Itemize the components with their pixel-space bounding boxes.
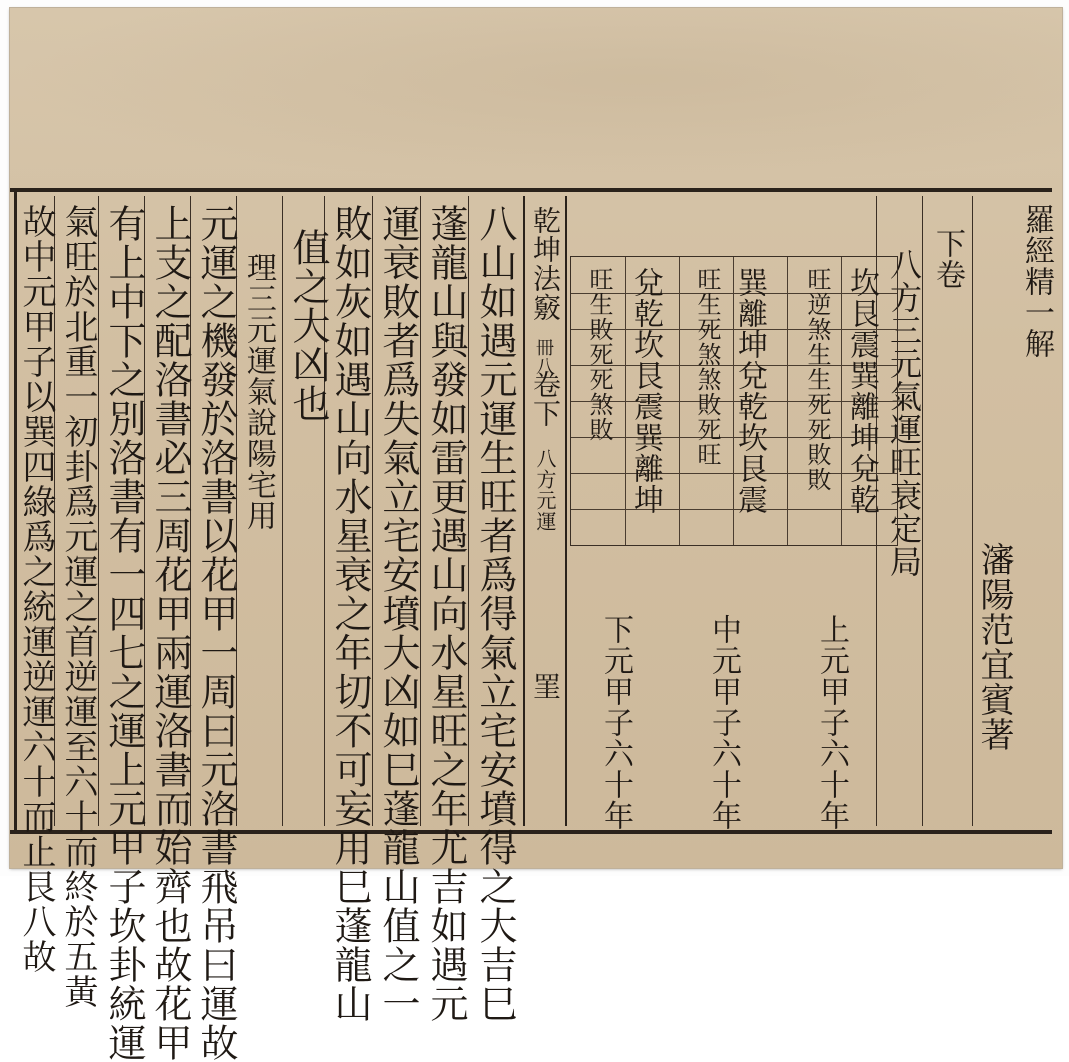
upper-yuan-fortune: 旺逆煞生生死死敗敗 — [803, 267, 831, 492]
middle-yuan-era: 中元甲子六十年 — [706, 614, 741, 831]
text-column: 運衰敗者爲失氣立宅安墳大凶如巳蓬龍山值之一 — [376, 204, 420, 1023]
text-column: 有上中下之別洛書有一四七之運上元甲子坎卦統運 — [102, 204, 146, 1062]
volume-label: 下卷 — [930, 228, 965, 290]
subsection-heading: 理三元運氣說陽宅用 — [241, 252, 276, 531]
lower-yuan-trigrams: 兌乾坎艮震巽離坤 — [628, 267, 663, 515]
text-column: 值之大凶也 — [286, 228, 330, 423]
upper-yuan-trigrams: 坎艮震巽離坤兌乾 — [844, 267, 879, 515]
page-number: 罣 — [529, 672, 562, 701]
table-col-rule — [679, 257, 680, 545]
text-column: 八山如遇元運生旺者爲得氣立宅安墳得之大吉巳 — [473, 204, 517, 1023]
table-col-rule — [787, 257, 788, 545]
author-credit: 瀋陽范宜賓著 — [974, 542, 1014, 752]
fish-mouth-title: 乾坤法竅 — [529, 206, 562, 322]
trigram-table — [570, 256, 898, 546]
text-column: 元運之機發於洛書以花甲一周曰元洛書飛吊曰運故 — [194, 204, 238, 1062]
center-fold — [523, 192, 567, 830]
text-frame — [10, 188, 1054, 1062]
column-rule — [372, 196, 373, 826]
middle-yuan-fortune: 旺生死煞煞敗死旺 — [693, 267, 721, 467]
text-column: 蓬龍山與發如雷更遇山向水星旺之年尤吉如遇元 — [424, 204, 468, 1023]
middle-yuan-trigrams: 巽離坤兌乾坎艮震 — [732, 267, 767, 515]
text-column: 上支之配洛書必三周花甲兩運洛書而始齊也故花甲 — [148, 204, 192, 1062]
paper-stain — [10, 8, 1062, 186]
table-col-rule — [625, 257, 626, 545]
lower-yuan-era: 下元甲子六十年 — [598, 614, 633, 831]
fish-mouth-section: 八方元運 — [533, 448, 557, 532]
column-rule — [282, 196, 283, 826]
book-title: 羅經精一解 — [1019, 204, 1054, 359]
fish-mouth-volume: 卷下 — [529, 370, 562, 428]
column-rule — [468, 196, 469, 826]
table-col-rule — [841, 257, 842, 545]
section-title: 八方三元氣運旺衰定局 — [885, 248, 923, 578]
column-rule — [98, 196, 99, 826]
fish-mouth-volume-count: 冊八 — [533, 338, 554, 376]
lower-yuan-fortune: 旺生敗死死煞敗 — [585, 267, 613, 442]
fold-rule — [523, 196, 525, 826]
text-column: 故中元甲子以巽四綠爲之統運逆運六十而止艮八故 — [16, 204, 56, 974]
text-column: 氣旺於北重一初卦爲元運之首逆運至六十而終於五黃 — [58, 204, 98, 1009]
book-page-scan — [10, 8, 1062, 1062]
column-rule — [420, 196, 421, 826]
text-column: 敗如灰如遇山向水星衰之年切不可妄用巳蓬龍山 — [328, 204, 372, 1023]
fold-rule — [565, 196, 567, 826]
upper-yuan-era: 上元甲子六十年 — [814, 614, 849, 831]
